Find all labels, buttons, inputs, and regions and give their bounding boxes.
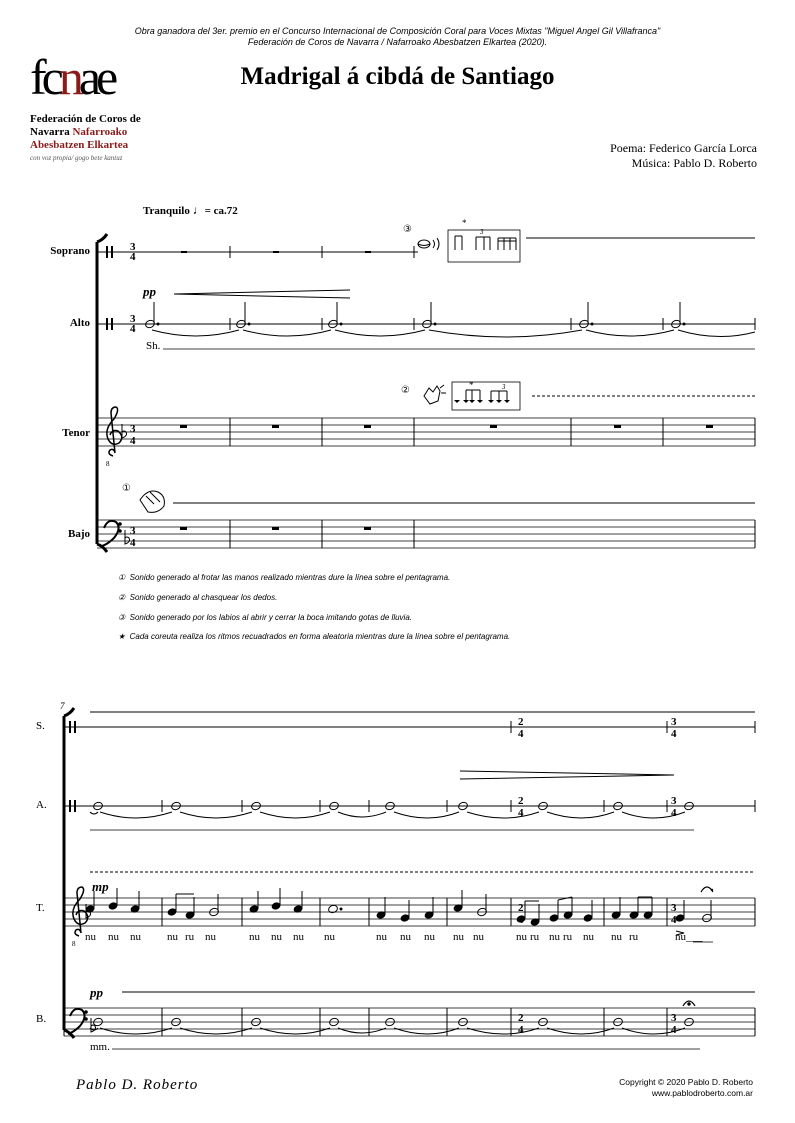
- system2-time-signatures: [518, 716, 677, 1036]
- svg-text:3: 3: [671, 902, 677, 914]
- svg-text:2: 2: [518, 902, 524, 914]
- tempo-value: = ca.72: [204, 205, 238, 217]
- tenor-lyric-syllable: ru: [530, 931, 540, 943]
- header-line-1: Obra ganadora del 3er. premio en el Concurso Internacional de Composición Coral para Voces Mixtas "Miguel Angel Gil Villafranca": [134, 26, 661, 36]
- tempo-marking: Tranquilo ♩= ca.72: [143, 203, 238, 217]
- voice-label-alto: Alto: [69, 317, 90, 329]
- soprano-box-notes: [455, 236, 516, 250]
- tenor-lyric-syllable: ru: [185, 931, 195, 943]
- alto-lyric: Sh.: [146, 340, 161, 352]
- svg-text:4: 4: [671, 807, 677, 819]
- tenor-lyric-syllable: nu: [130, 931, 141, 943]
- svg-text:3: 3: [671, 716, 677, 728]
- tenor-lyric-syllable: nu: [205, 931, 216, 943]
- voice-label-soprano: Soprano: [50, 245, 90, 257]
- b-bass-clef: [68, 1009, 85, 1034]
- tenor-lyric-syllable: nu: [85, 931, 96, 943]
- footnote-1-mark: ①: [118, 573, 126, 582]
- bajo-bass-clef: [102, 521, 119, 546]
- composer-signature: Pablo D. Roberto: [76, 1077, 199, 1093]
- header-line-2: Federación de Coros de Navarra / Nafarroako Abesbatzen Elkartea (2020).: [247, 37, 548, 47]
- logo-mark-part1: fc: [30, 49, 59, 105]
- tenor-lyric-syllable: nu: [324, 931, 335, 943]
- measure-number: 7: [60, 701, 65, 711]
- snap-hand-icon: [424, 385, 446, 404]
- tenor-lyric-syllable: nu: [271, 931, 282, 943]
- tenor-lyric-syllable: nu: [453, 931, 464, 943]
- svg-text:3: 3: [671, 1012, 677, 1024]
- tenor-lyric-syllable: nu: [583, 931, 594, 943]
- voice-label-tenor: Tenor: [62, 427, 90, 439]
- footnote-1-text: Sonido generado al frotar las manos realizado mientras dure la línea sobre el pentagrama.: [129, 573, 451, 582]
- b-fermata-dot: [688, 1003, 690, 1005]
- tenor-lyric-syllable: nu: [516, 931, 527, 943]
- svg-text:3: 3: [671, 795, 677, 807]
- system1-bracket: [97, 234, 107, 552]
- svg-text:4: 4: [671, 1024, 677, 1036]
- rubbing-hands-icon: [140, 491, 164, 512]
- page-title: Madrigal á cibdá de Santiago: [240, 63, 555, 90]
- voice-label-b: B.: [36, 1013, 47, 1025]
- tenor-lyric-syllable: nu: [376, 931, 387, 943]
- svg-text:4: 4: [130, 435, 136, 447]
- tenor-lyric-syllable: nu___: [675, 931, 703, 943]
- svg-text:4: 4: [130, 537, 136, 549]
- t-accent: [676, 931, 684, 935]
- logo-mark-part3: ae: [78, 49, 114, 105]
- a-decrescendo: [460, 771, 674, 779]
- svg-text:4: 4: [130, 323, 136, 335]
- tenor-lyric-syllable: nu: [549, 931, 560, 943]
- tenor-key-flat: [122, 424, 127, 438]
- footnote-4-text: Cada coreuta realiza los ritmos recuadrados en forma aleatoria mientras dure la línea sobre el pentagrama.: [129, 632, 511, 641]
- svg-text:3: 3: [130, 313, 136, 325]
- voice-label-a: A.: [36, 799, 47, 811]
- music-credit: Música: Pablo D. Roberto: [631, 156, 757, 170]
- logo-line-2b: Nafarroako: [72, 126, 128, 138]
- svg-text:4: 4: [671, 914, 677, 926]
- tenor-rests: [180, 425, 713, 530]
- logo-line-3: Abesbatzen Elkartea: [30, 139, 129, 151]
- tenor-triplet: 3: [502, 383, 506, 391]
- tenor-lyric-syllable: nu: [108, 931, 119, 943]
- tempo-text: Tranquilo: [143, 205, 190, 217]
- footnote-3-text: Sonido generado por los labios al abrir y cerrar la boca imitando gotas de lluvia.: [129, 613, 413, 622]
- footnote-2-mark: ②: [118, 593, 126, 602]
- tenor-staff: [97, 418, 755, 446]
- bajo-lyric: mm.: [90, 1041, 110, 1053]
- tenor-box-noteheads: [454, 400, 510, 403]
- svg-text:4: 4: [518, 914, 524, 926]
- b-bass-clef-dot2: [85, 1018, 88, 1021]
- system2-bracket: [64, 708, 74, 1038]
- voice-label-t: T.: [36, 902, 45, 914]
- tenor-lyric-syllable: nu: [249, 931, 260, 943]
- svg-text:2: 2: [518, 795, 524, 807]
- tenor-lyric-syllable: nu: [424, 931, 435, 943]
- svg-text:2: 2: [518, 716, 524, 728]
- footnote-4-mark: ★: [118, 632, 126, 641]
- bajo-marker: ①: [122, 483, 131, 494]
- soprano-star: *: [462, 218, 467, 228]
- tenor-lyric-syllable: nu: [167, 931, 178, 943]
- tenor-rhythm-box: [452, 382, 520, 410]
- tenor-octave-8: 8: [106, 460, 110, 468]
- tenor-treble-clef: [107, 407, 122, 456]
- system1-time-signatures: [130, 241, 136, 549]
- tenor-star: *: [469, 380, 474, 390]
- svg-text:3: 3: [130, 423, 136, 435]
- svg-text:3: 3: [130, 241, 136, 253]
- logo-tagline: con voz propia/ gogo bete kantuz: [30, 154, 123, 162]
- logo-line-1: Federación de Coros de: [30, 113, 141, 125]
- bass-clef-dot2: [119, 530, 122, 533]
- b-bass-clef-dot1: [85, 1011, 88, 1014]
- footnote-2-text: Sonido generado al chasquear los dedos.: [129, 593, 278, 602]
- mouth-icon: [418, 238, 439, 250]
- logo-line-2a: Navarra: [30, 126, 73, 138]
- bajo-staff: [97, 520, 755, 548]
- tenor-lyric-syllable: nu: [611, 931, 622, 943]
- alto-crescendo: [174, 290, 350, 298]
- tenor-lyric-syllable: ru: [629, 931, 639, 943]
- svg-text:4: 4: [518, 728, 524, 740]
- svg-text:4: 4: [671, 728, 677, 740]
- bass-clef-dot1: [119, 523, 122, 526]
- tenor-marker: ②: [401, 385, 410, 396]
- svg-text:3: 3: [130, 525, 136, 537]
- tenor-lyric-syllable: ru: [563, 931, 573, 943]
- bajo-dynamic: pp: [90, 985, 103, 1000]
- t-octave-8: 8: [72, 940, 76, 948]
- footnote-3-mark: ③: [118, 613, 126, 622]
- svg-text:4: 4: [130, 251, 136, 263]
- svg-text:2: 2: [518, 1012, 524, 1024]
- tenor-lyric-syllable: nu: [293, 931, 304, 943]
- copyright-text: Copyright © 2020 Pablo D. Roberto: [619, 1077, 753, 1087]
- voice-label-bajo: Bajo: [68, 528, 90, 540]
- tenor-dynamic: mp: [92, 879, 109, 894]
- website-link[interactable]: www.pablodroberto.com.ar: [651, 1088, 753, 1098]
- svg-text:4: 4: [518, 1024, 524, 1036]
- alto-dynamic: pp: [143, 284, 156, 299]
- voice-label-s: S.: [36, 720, 45, 732]
- t-filled-noteheads: [85, 889, 714, 927]
- poem-credit: Poema: Federico García Lorca: [610, 141, 757, 155]
- tenor-lyric-syllable: nu: [400, 931, 411, 943]
- bajo-key-flat: [125, 530, 130, 544]
- svg-text:4: 4: [518, 807, 524, 819]
- logo-mark-part2: n: [58, 49, 79, 105]
- soprano-triplet: 3: [480, 228, 484, 236]
- system2-barlines: [64, 721, 755, 1036]
- tenor-lyric-syllable: nu: [473, 931, 484, 943]
- soprano-marker: ③: [403, 224, 412, 235]
